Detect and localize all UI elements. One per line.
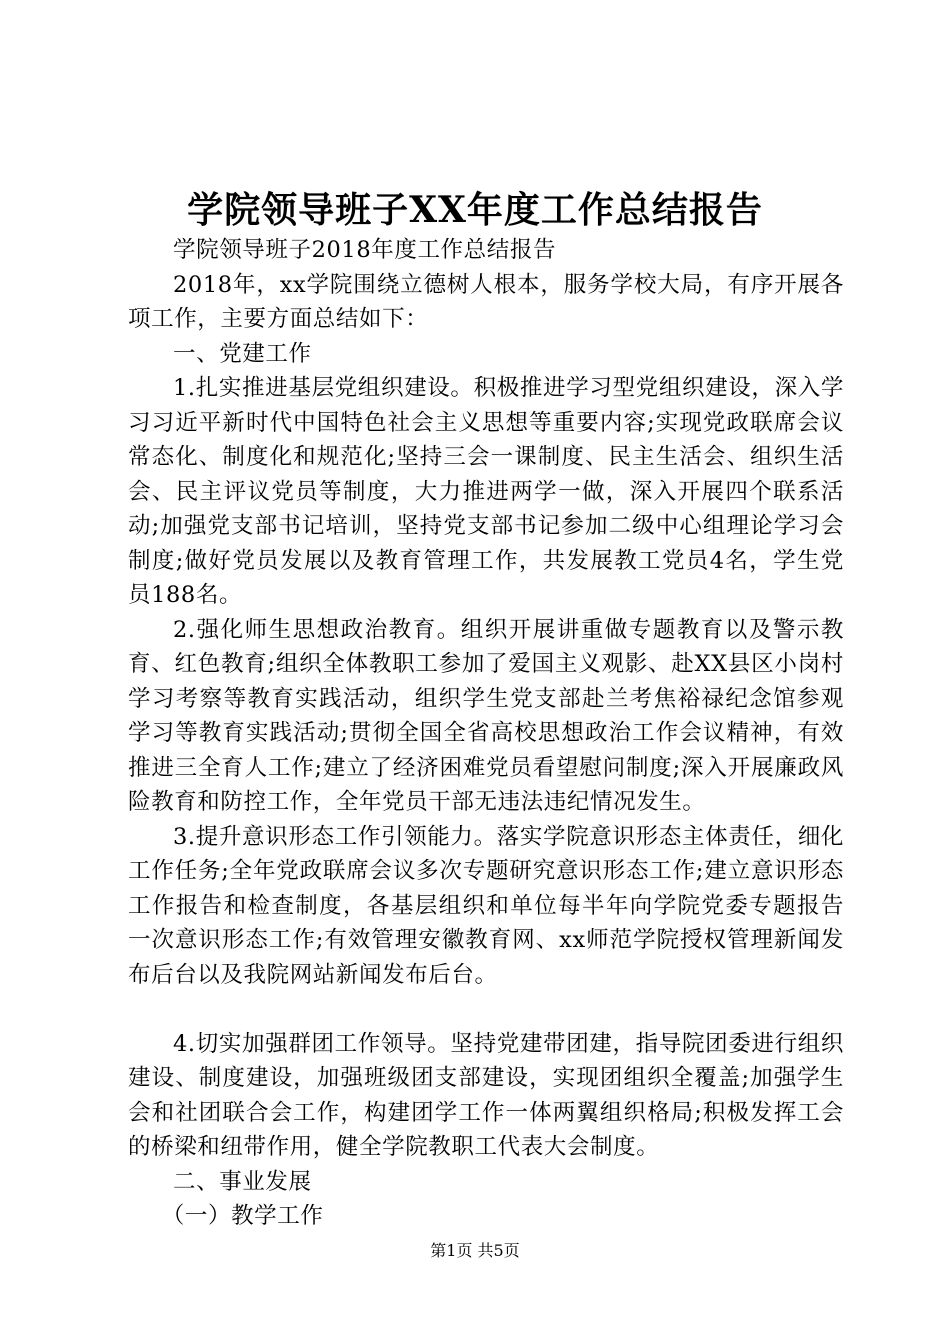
- section-heading-development: 二、事业发展: [173, 1168, 312, 1195]
- document-body: [128, 233, 844, 1234]
- document-subtitle: 学院领导班子2018年度工作总结报告: [173, 237, 557, 263]
- section-heading-party-building: 一、党建工作: [173, 340, 312, 367]
- paragraph-2: 2.强化师生思想政治教育。组织开展讲重做专题教育以及警示教育、红色教育;组织全体教职工参加了爱国主义观影、赴XX县区小岗村学习考察等教育实践活动，组织学生党支部赴兰考焦裕禄纪念馆参观学习等教育实践活动;贯彻全国全省高校思想政治工作会议精神，有效推进三全育人工作;建立了经济困难党员看望慰问制度;深入开展廉政风险教育和防控工作，全年党员干部无违法违纪情况发生。: [128, 616, 844, 815]
- paragraph-1: 1.扎实推进基层党组织建设。积极推进学习型党组织建设，深入学习习近平新时代中国特色社会主义思想等重要内容;实现党政联席会议常态化、制度化和规范化;坚持三会一课制度、民主生活会、组织生活会、民主评议党员等制度，大力推进两学一做，深入开展四个联系活动;加强党支部书记培训，坚持党支部书记参加二级中心组理论学习会制度;做好党员发展以及教育管理工作，共发展教工党员4名，学生党员188名。: [128, 375, 844, 608]
- subsection-heading-teaching: （一）教学工作: [161, 1203, 324, 1229]
- paragraph-4: 4.切实加强群团工作领导。坚持党建带团建，指导院团委进行组织建设、制度建设，加强班级团支部建设，实现团组织全覆盖;加强学生会和社团联合会工作，构建团学工作一体两翼组织格局;积极发挥工会的桥梁和纽带作用，健全学院教职工代表大会制度。: [128, 1030, 844, 1160]
- paragraph-3: 3.提升意识形态工作引领能力。落实学院意识形态主体责任，细化工作任务;全年党政联席会议多次专题研究意识形态工作;建立意识形态工作报告和检查制度，各基层组织和单位每半年向学院党委专题报告一次意识形态工作;有效管理安徽教育网、xx师范学院授权管理新闻发布后台以及我院网站新闻发布后台。: [128, 823, 844, 988]
- page-footer: 第1页 共5页: [430, 1241, 520, 1260]
- intro-paragraph: 2018年，xx学院围绕立德树人根本，服务学校大局，有序开展各项工作，主要方面总结如下：: [128, 271, 844, 332]
- document-title: 学院领导班子XX年度工作总结报告: [187, 189, 763, 231]
